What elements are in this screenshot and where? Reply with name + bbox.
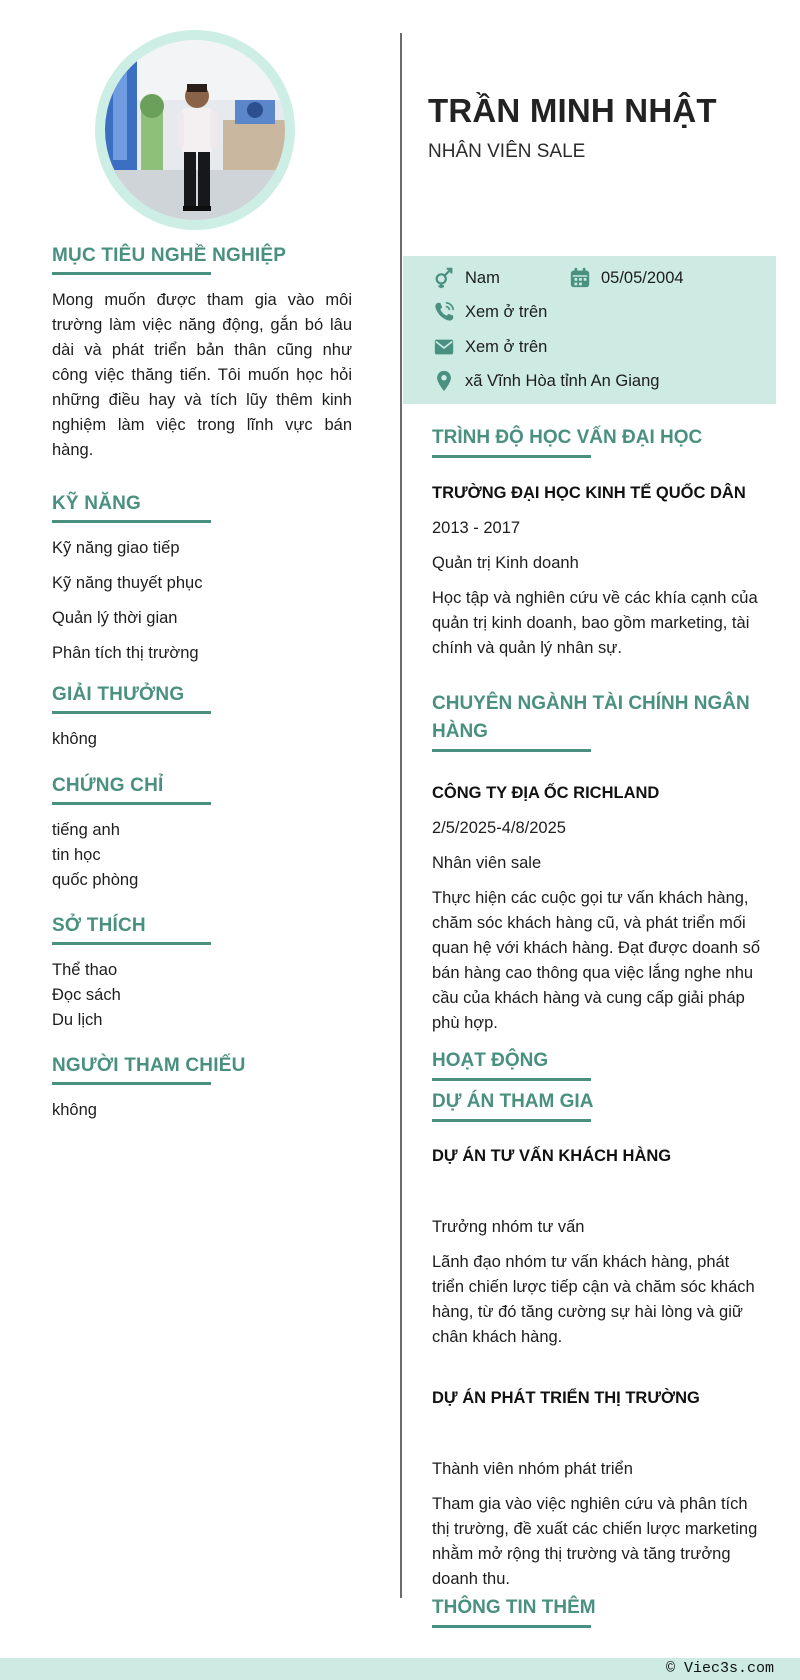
activities-underline — [432, 1078, 591, 1081]
gender-icon — [433, 267, 455, 289]
references-underline — [52, 1082, 211, 1085]
profile-photo — [105, 40, 285, 220]
activities-section — [432, 1047, 762, 1081]
awards-text: không — [52, 730, 97, 748]
additional-section — [432, 1594, 762, 1628]
experience-section — [432, 690, 762, 1036]
phone-row — [433, 301, 547, 323]
certificate-item: tin học — [52, 846, 101, 864]
project-description: Lãnh đạo nhóm tư vấn khách hàng, phát triển chiến lược tiếp cận và chăm sóc khách hàng, từ đó tăng cường sự hài lòng và giữ chân khách hàng. — [432, 1253, 755, 1346]
skills-section — [52, 493, 352, 666]
awards-underline — [52, 711, 211, 714]
education-major: Quản trị Kinh doanh — [432, 554, 579, 572]
project-name: DỰ ÁN TƯ VẤN KHÁCH HÀNG — [432, 1147, 672, 1165]
objective-section — [52, 245, 352, 463]
address-value: xã Vĩnh Hòa tỉnh An Giang — [465, 371, 660, 390]
project-role: Trưởng nhóm tư vấn — [432, 1218, 585, 1236]
column-divider — [400, 33, 402, 1598]
calendar-icon — [569, 267, 591, 289]
projects-title: DỰ ÁN THAM GIA — [432, 1091, 594, 1112]
experience-underline — [432, 749, 591, 752]
contact-box — [403, 256, 776, 404]
skill-item: Kỹ năng thuyết phục — [52, 574, 203, 592]
gender-value: Nam — [465, 268, 500, 287]
skills-underline — [52, 520, 211, 523]
certificates-underline — [52, 802, 211, 805]
hobbies-underline — [52, 942, 211, 945]
footer-bar — [0, 1658, 800, 1680]
projects-underline — [432, 1119, 591, 1122]
education-section — [432, 424, 762, 661]
activities-title: HOẠT ĐỘNG — [432, 1050, 549, 1071]
email-value: Xem ở trên — [465, 337, 548, 356]
awards-title: GIẢI THƯỞNG — [52, 684, 185, 705]
awards-section — [52, 684, 352, 752]
references-title: NGƯỜI THAM CHIẾU — [52, 1055, 246, 1076]
experience-period: 2/5/2025-4/8/2025 — [432, 819, 566, 837]
skill-item: Quản lý thời gian — [52, 609, 178, 627]
email-icon — [433, 336, 455, 358]
skills-title: KỸ NĂNG — [52, 493, 142, 514]
certificate-item: quốc phòng — [52, 871, 139, 889]
education-description: Học tập và nghiên cứu về các khía cạnh của quản trị kinh doanh, bao gồm marketing, tài chính và quản lý nhân sự. — [432, 589, 758, 657]
hobbies-list — [52, 958, 352, 1033]
certificates-list — [52, 818, 352, 893]
certificates-section — [52, 775, 352, 893]
hobby-item: Thể thao — [52, 961, 118, 979]
project-name: DỰ ÁN PHÁT TRIỂN THỊ TRƯỜNG — [432, 1389, 700, 1407]
candidate-role: NHÂN VIÊN SALE — [428, 141, 586, 162]
footer-credit[interactable]: © Viec3s.com — [665, 1660, 774, 1677]
projects-section — [432, 1088, 762, 1592]
gender-row — [433, 267, 500, 289]
education-underline — [432, 455, 591, 458]
experience-position: Nhân viên sale — [432, 854, 542, 872]
education-title: TRÌNH ĐỘ HỌC VẤN ĐẠI HỌC — [432, 427, 703, 448]
hobby-item: Đọc sách — [52, 986, 121, 1004]
experience-company: CÔNG TY ĐỊA ỐC RICHLAND — [432, 784, 660, 802]
candidate-name: TRẦN MINH NHẬT — [428, 92, 717, 129]
education-school: TRƯỜNG ĐẠI HỌC KINH TẾ QUỐC DÂN — [432, 484, 746, 502]
phone-value: Xem ở trên — [465, 302, 548, 321]
birthdate-row — [569, 267, 684, 289]
references-text: không — [52, 1101, 97, 1119]
avatar — [95, 30, 295, 230]
project-description: Tham gia vào việc nghiên cứu và phân tích thị trường, đề xuất các chiến lược marketing nhằm mở rộng thị trường và tăng trưởng doanh thu. — [432, 1495, 758, 1588]
skill-item: Phân tích thị trường — [52, 644, 199, 662]
objective-text: Mong muốn được tham gia vào môi trường làm việc năng động, gắn bó lâu dài và phát triển bản thân cũng như công việc thăng tiến. Tôi muốn học hỏi những điều hay và tích lũy thêm kinh nghiệm làm việc trong lĩnh vực bán hàng. — [52, 291, 352, 459]
phone-icon — [433, 301, 455, 323]
certificate-item: tiếng anh — [52, 821, 120, 839]
references-section — [52, 1055, 352, 1123]
hobbies-title: SỞ THÍCH — [52, 915, 146, 936]
skill-item: Kỹ năng giao tiếp — [52, 539, 180, 557]
hobby-item: Du lịch — [52, 1011, 103, 1029]
experience-description: Thực hiện các cuộc gọi tư vấn khách hàng, chăm sóc khách hàng cũ, và phát triển mối quan hệ với khách hàng. Đạt được doanh số bán hàng cao thông qua việc lắng nghe nhu cầu của khách hàng và cung cấp giải pháp phù hợp. — [432, 889, 761, 1032]
experience-title: CHUYÊN NGÀNH TÀI CHÍNH NGÂN HÀNG — [432, 693, 750, 742]
location-pin-icon — [433, 370, 455, 392]
project-role: Thành viên nhóm phát triển — [432, 1460, 633, 1478]
additional-underline — [432, 1625, 591, 1628]
email-row — [433, 336, 547, 358]
birthdate-value: 05/05/2004 — [601, 268, 684, 287]
objective-title: MỤC TIÊU NGHỀ NGHIỆP — [52, 245, 287, 266]
certificates-title: CHỨNG CHỈ — [52, 775, 164, 796]
hobbies-section — [52, 915, 352, 1033]
skills-list — [52, 536, 352, 666]
education-period: 2013 - 2017 — [432, 519, 521, 537]
objective-underline — [52, 272, 211, 275]
address-row — [433, 370, 659, 392]
additional-title: THÔNG TIN THÊM — [432, 1597, 596, 1618]
photo-illustration — [105, 40, 285, 220]
